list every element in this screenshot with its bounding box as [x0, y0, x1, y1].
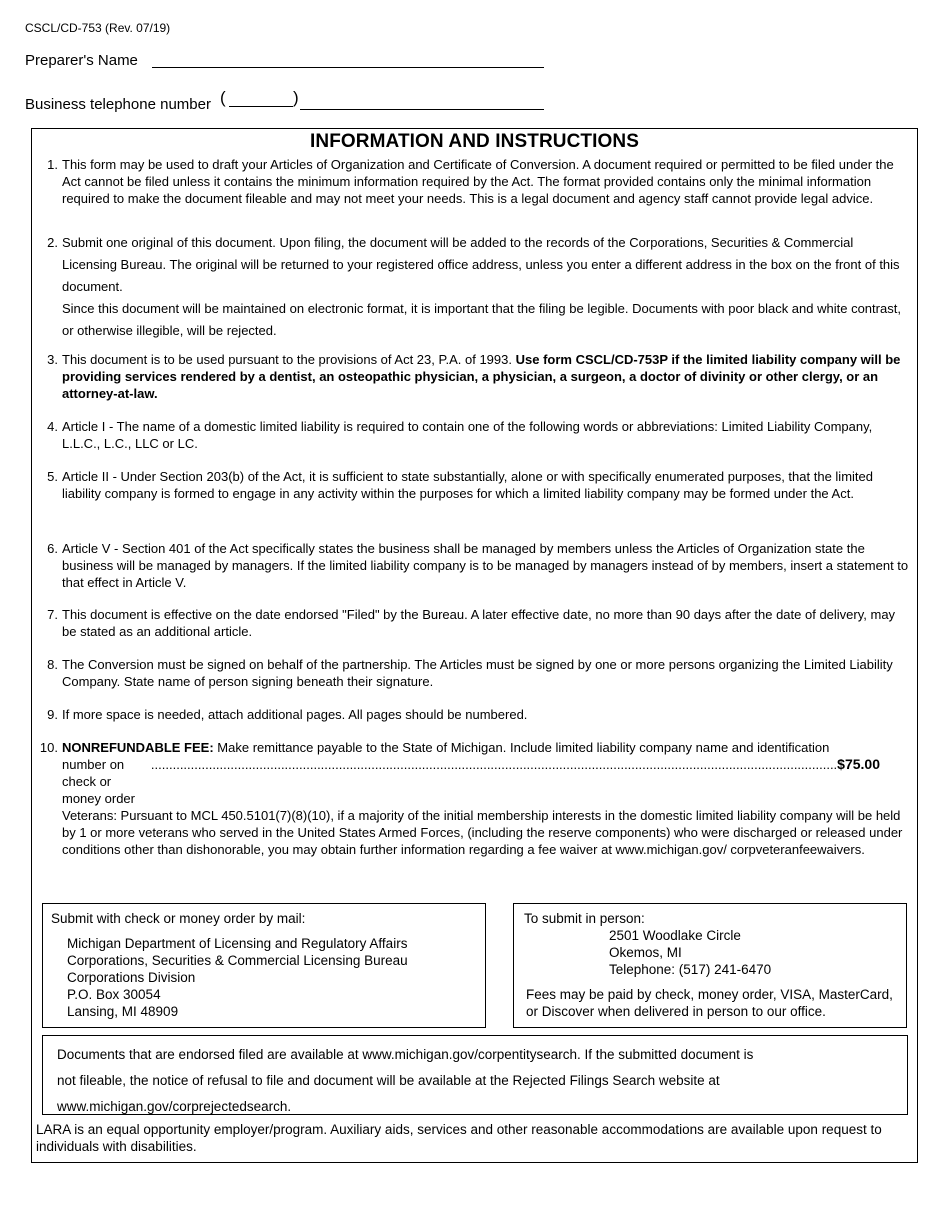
preparer-name-field[interactable]: [152, 67, 544, 68]
page-title: INFORMATION AND INSTRUCTIONS: [310, 131, 639, 152]
instruction-item-5: [38, 468, 910, 502]
in-person-submission-box: [513, 903, 907, 1028]
fee-label: number on check or money order: [62, 757, 135, 806]
item-number: 7.: [47, 607, 58, 622]
item-text-continued: Since this document will be maintained on electronic format, it is important that the filing be legible. Documents with poor black and white contrast, or otherwise illegible, will be rejected.: [62, 301, 901, 338]
address-line: 2501 Woodlake Circle: [609, 928, 741, 943]
item-text: If more space is needed, attach additional pages. All pages should be numbered.: [62, 707, 528, 722]
item-text: Make remittance payable to the State of Michigan. Include limited liability company name and identification: [217, 740, 830, 755]
instruction-item-7: [38, 606, 910, 640]
mail-box-heading: Submit with check or money order by mail:: [51, 911, 306, 926]
phone-area-code-field[interactable]: [229, 106, 293, 107]
phone-open-paren: (: [220, 88, 226, 107]
phone-number-field[interactable]: [300, 109, 544, 110]
item-number: 3.: [47, 352, 58, 367]
instruction-item-6: [38, 540, 910, 591]
fee-line: [62, 756, 910, 807]
address-line: Okemos, MI: [609, 945, 682, 960]
address-line: Corporations Division: [67, 970, 196, 985]
item-text: This form may be used to draft your Articles of Organization and Certificate of Conversion. A document required or permitted to be filed under the Act cannot be filed unless it contains the minimum information required by the Act. The format provided contains only the minimal information required to make the document fileable and may not meet your needs. This is a legal document and agency staff cannot provide legal advice.: [62, 157, 894, 206]
instruction-item-8: [38, 656, 910, 690]
instruction-item-1: [38, 156, 910, 207]
mail-address: [67, 935, 477, 1020]
address-line: Lansing, MI 48909: [67, 1004, 179, 1019]
address-line: Corporations, Securities & Commercial Licensing Bureau: [67, 953, 408, 968]
item-bold-text: Use form CSCL/CD-753P if the limited liability company will be providing services rendered by a dentist, an osteopathic physician, a physician, a surgeon, a doctor of divinity or other clergy, or an attorney-at-law.: [62, 352, 901, 401]
fee-amount: $75.00: [837, 756, 880, 772]
item-number: 10.: [39, 740, 58, 755]
form-number: CSCL/CD-753 (Rev. 07/19): [25, 21, 171, 35]
item-text: Article V - Section 401 of the Act specifically states the business shall be managed by members unless the Articles of Organization state the business will be managed by managers. If the limited liability company is to be managed by managers instead of by members, insert a statement to that effect in Article V.: [62, 541, 909, 590]
item-number: 8.: [47, 657, 58, 672]
payment-methods-text: Fees may be paid by check, money order, VISA, MasterCard, or Discover when delivered in person to our office.: [526, 987, 893, 1019]
person-box-heading: To submit in person:: [524, 911, 645, 926]
item-number: 6.: [47, 541, 58, 556]
fee-heading: NONREFUNDABLE FEE:: [62, 740, 214, 755]
docs-line: not fileable, the notice of refusal to file and document will be available at the Rejected Filings Search website at: [57, 1073, 720, 1088]
item-number: 2.: [47, 235, 58, 250]
address-line: Telephone: (517) 241-6470: [609, 962, 772, 977]
docs-line: www.michigan.gov/corprejectedsearch.: [57, 1099, 292, 1114]
docs-line: Documents that are endorsed filed are available at www.michigan.gov/corpentitysearch. If the submitted document is: [57, 1047, 754, 1062]
phone-close-paren: ): [293, 88, 299, 107]
item-text: The Conversion must be signed on behalf of the partnership. The Articles must be signed by one or more persons organizing the Limited Liability Company. State name of person signing beneath their signature.: [62, 657, 893, 689]
instruction-item-10: [38, 739, 910, 858]
instruction-item-2: [38, 232, 910, 342]
item-number: 9.: [47, 707, 58, 722]
instruction-item-9: [38, 706, 910, 723]
item-number: 4.: [47, 419, 58, 434]
business-phone-label: Business telephone number: [25, 96, 211, 113]
instruction-item-3: [38, 351, 910, 402]
item-text: This document is effective on the date endorsed "Filed" by the Bureau. A later effective date, no more than 90 days after the date of delivery, may be stated as an additional article.: [62, 607, 896, 639]
address-line: P.O. Box 30054: [67, 987, 161, 1002]
veterans-text: Veterans: Pursuant to MCL 450.5101(7)(8)(10), if a majority of the initial membership interests in the domestic limited liability company will be held by 1 or more veterans who served in the United States Armed Forces, (including the reserve components) who were discharged or released under conditions other than dishonorable, you may obtain further information regarding a fee waiver at www.michigan.gov/ corpveteranfeewaivers.: [62, 808, 903, 857]
address-line: Michigan Department of Licensing and Regulatory Affairs: [67, 936, 408, 951]
equal-opportunity-statement: LARA is an equal opportunity employer/program. Auxiliary aids, services and other reasonable accommodations are available upon request to individuals with disabilities.: [36, 1122, 882, 1154]
mail-submission-box: [42, 903, 486, 1028]
documents-availability-box: [42, 1035, 908, 1115]
item-text: Article II - Under Section 203(b) of the Act, it is sufficient to state substantially, alone or with specifically enumerated purposes, that the limited liability company is formed to engage in any activity within the purposes for which a limited liability company may be formed under the Act.: [62, 469, 873, 501]
item-number: 5.: [47, 469, 58, 484]
item-text: Article I - The name of a domestic limited liability is required to contain one of the following words or abbreviations: Limited Liability Company, L.L.C., L.C., LLC or LC.: [62, 419, 873, 451]
office-address: [609, 927, 896, 978]
item-number: 1.: [47, 157, 58, 172]
preparer-name-label: Preparer's Name: [25, 52, 138, 69]
item-text: Submit one original of this document. Upon filing, the document will be added to the records of the Corporations, Securities & Commercial Licensing Bureau. The original will be returned to your registered office address, unless you enter a different address in the box on the front of this document.: [62, 235, 900, 294]
fee-leader-dots: ..............................................................................................................................................................................................: [150, 757, 838, 772]
item-text: This document is to be used pursuant to the provisions of Act 23, P.A. of 1993.: [62, 352, 512, 367]
instruction-item-4: [38, 418, 910, 452]
